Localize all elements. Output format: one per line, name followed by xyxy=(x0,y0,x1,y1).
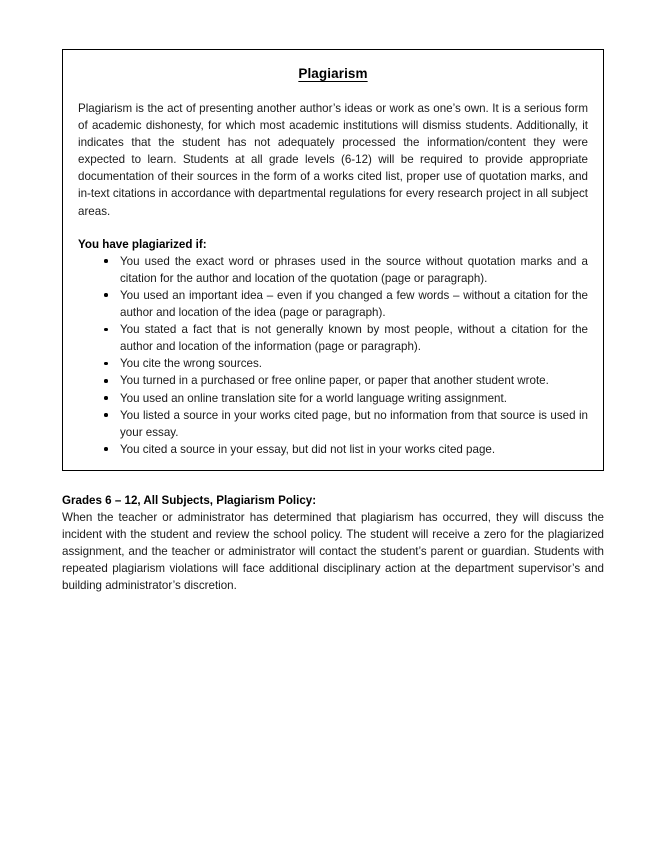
list-item-text: You used an online translation site for a world language writing assignment. xyxy=(120,391,507,405)
plagiarism-criteria-list xyxy=(78,253,588,458)
bullet-dot-icon xyxy=(104,396,108,400)
bullet-dot-icon xyxy=(104,328,108,332)
list-item-text: You cited a source in your essay, but did not list in your works cited page. xyxy=(120,442,496,456)
list-item xyxy=(78,407,588,441)
list-item-text: You used the exact word or phrases used in the source without quotation marks and a citation for the author and location of the quotation (page or paragraph). xyxy=(120,254,588,285)
bullet-list-heading: You have plagiarized if: xyxy=(78,237,207,251)
grades-policy-section xyxy=(62,492,604,595)
list-item-text: You listed a source in your works cited page, but no information from that source is used in your essay. xyxy=(120,408,588,439)
intro-paragraph: Plagiarism is the act of presenting another author’s ideas or work as one’s own. It is a serious form of academic dishonesty, for which most academic institutions will dismiss students. Additionally, it indicates that the student has not adequately processed the information/content they were expected to learn. Students at all grade levels (6-12) will be required to provide appropriate documentation of their sources in the form of a works cited list, proper use of quotation marks, and in-text citations in accordance with departmental regulations for every research project in all subject areas. xyxy=(78,102,588,218)
list-item-text: You used an important idea – even if you changed a few words – without a citation for the author and location of the idea (page or paragraph). xyxy=(120,288,588,320)
bullet-dot-icon xyxy=(104,293,108,297)
list-item-text: You stated a fact that is not generally known by most people, without a citation for the author and location of the information (page or paragraph). xyxy=(120,323,588,354)
list-item-text: You turned in a purchased or free online paper, or paper that another student wrote. xyxy=(120,374,549,388)
page-title: Plagiarism xyxy=(298,66,368,81)
policy-section-paragraph: When the teacher or administrator has determined that plagiarism has occurred, they will discuss the incident with the student and review the school policy. The student will receive a zero for the plagiarized assignment, and the teacher or administrator will contact the student’s parent or guardian. Students with repeated plagiarism violations will face additional disciplinary action at the department supervisor’s and building administrator’s discretion. xyxy=(62,511,604,593)
policy-section-heading: Grades 6 – 12, All Subjects, Plagiarism Policy: xyxy=(62,494,317,507)
list-item xyxy=(78,355,588,372)
plagiarism-definition-box xyxy=(62,49,604,471)
bullet-dot-icon xyxy=(104,447,108,451)
list-item xyxy=(78,441,588,458)
list-item xyxy=(78,390,588,407)
list-item xyxy=(78,253,588,287)
bullet-dot-icon xyxy=(104,362,108,366)
bullet-dot-icon xyxy=(104,259,108,263)
bullet-dot-icon xyxy=(104,379,108,383)
bullet-dot-icon xyxy=(104,413,108,417)
list-item xyxy=(78,321,588,355)
list-item xyxy=(78,287,588,321)
list-item-text: You cite the wrong sources. xyxy=(120,357,263,371)
list-item xyxy=(78,372,588,389)
